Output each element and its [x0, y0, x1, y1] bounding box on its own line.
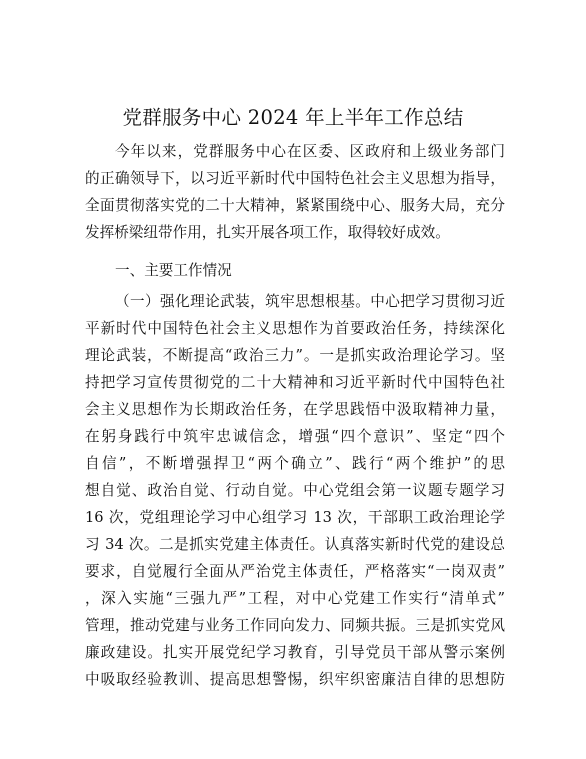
body-line: （一）强化理论武装，筑牢思想根基。中心把学习贯彻习近: [115, 293, 505, 310]
intro-line: 发挥桥梁纽带作用，扎实开展各项工作，取得较好成效。: [85, 224, 450, 241]
body-line: 廉政建设。扎实开展党纪学习教育，引导党员干部从警示案例: [85, 644, 505, 661]
section-heading: 一、主要工作情况: [115, 262, 232, 279]
intro-line: 今年以来，党群服务中心在区委、区政府和上级业务部门: [115, 143, 505, 160]
intro-paragraph: [85, 138, 505, 246]
body-line: 16 次，党组理论学习中心组学习 13 次，干部职工政治理论学: [85, 509, 505, 526]
body-line: ，深入实施“三强九严”工程，对中心党建工作实行“清单式”: [85, 590, 505, 607]
intro-line: 全面贯彻落实党的二十大精神，紧紧围绕中心、服务大局，充分: [85, 197, 505, 214]
body-line: 在躬身践行中筑牢忠诚信念，增强“四个意识”、坚定“四个: [85, 428, 505, 445]
body-line: 中吸取经验教训、提高思想警惕，织牢织密廉洁自律的思想防: [85, 671, 505, 688]
document-title: 党群服务中心 2024 年上半年工作总结: [122, 106, 464, 129]
body-line: 持把学习宣传贯彻党的二十大精神和习近平新时代中国特色社: [85, 374, 505, 391]
intro-line: 的正确领导下，以习近平新时代中国特色社会主义思想为指导，: [85, 170, 505, 187]
body-line: 想自觉、政治自觉、行动自觉。中心党组会第一议题专题学习: [85, 482, 505, 499]
body-line: 习 34 次。二是抓实党建主体责任。认真落实新时代党的建设总: [85, 536, 505, 553]
body-line: 要求，自觉履行全面从严治党主体责任，严格落实“一岗双责”: [85, 563, 505, 580]
body-line: 会主义思想作为长期政治任务，在学思践悟中汲取精神力量，: [85, 401, 505, 418]
body-line: 自信”，不断增强捍卫“两个确立”、践行“两个维护”的思: [85, 455, 505, 472]
body-line: 平新时代中国特色社会主义思想作为首要政治任务，持续深化: [85, 320, 505, 337]
body-line: 管理，推动党建与业务工作同向发力、同频共振。三是抓实党风: [85, 617, 505, 634]
body-paragraph: [85, 288, 505, 693]
body-line: 理论武装，不断提高“政治三力”。一是抓实政治理论学习。坚: [85, 347, 505, 364]
